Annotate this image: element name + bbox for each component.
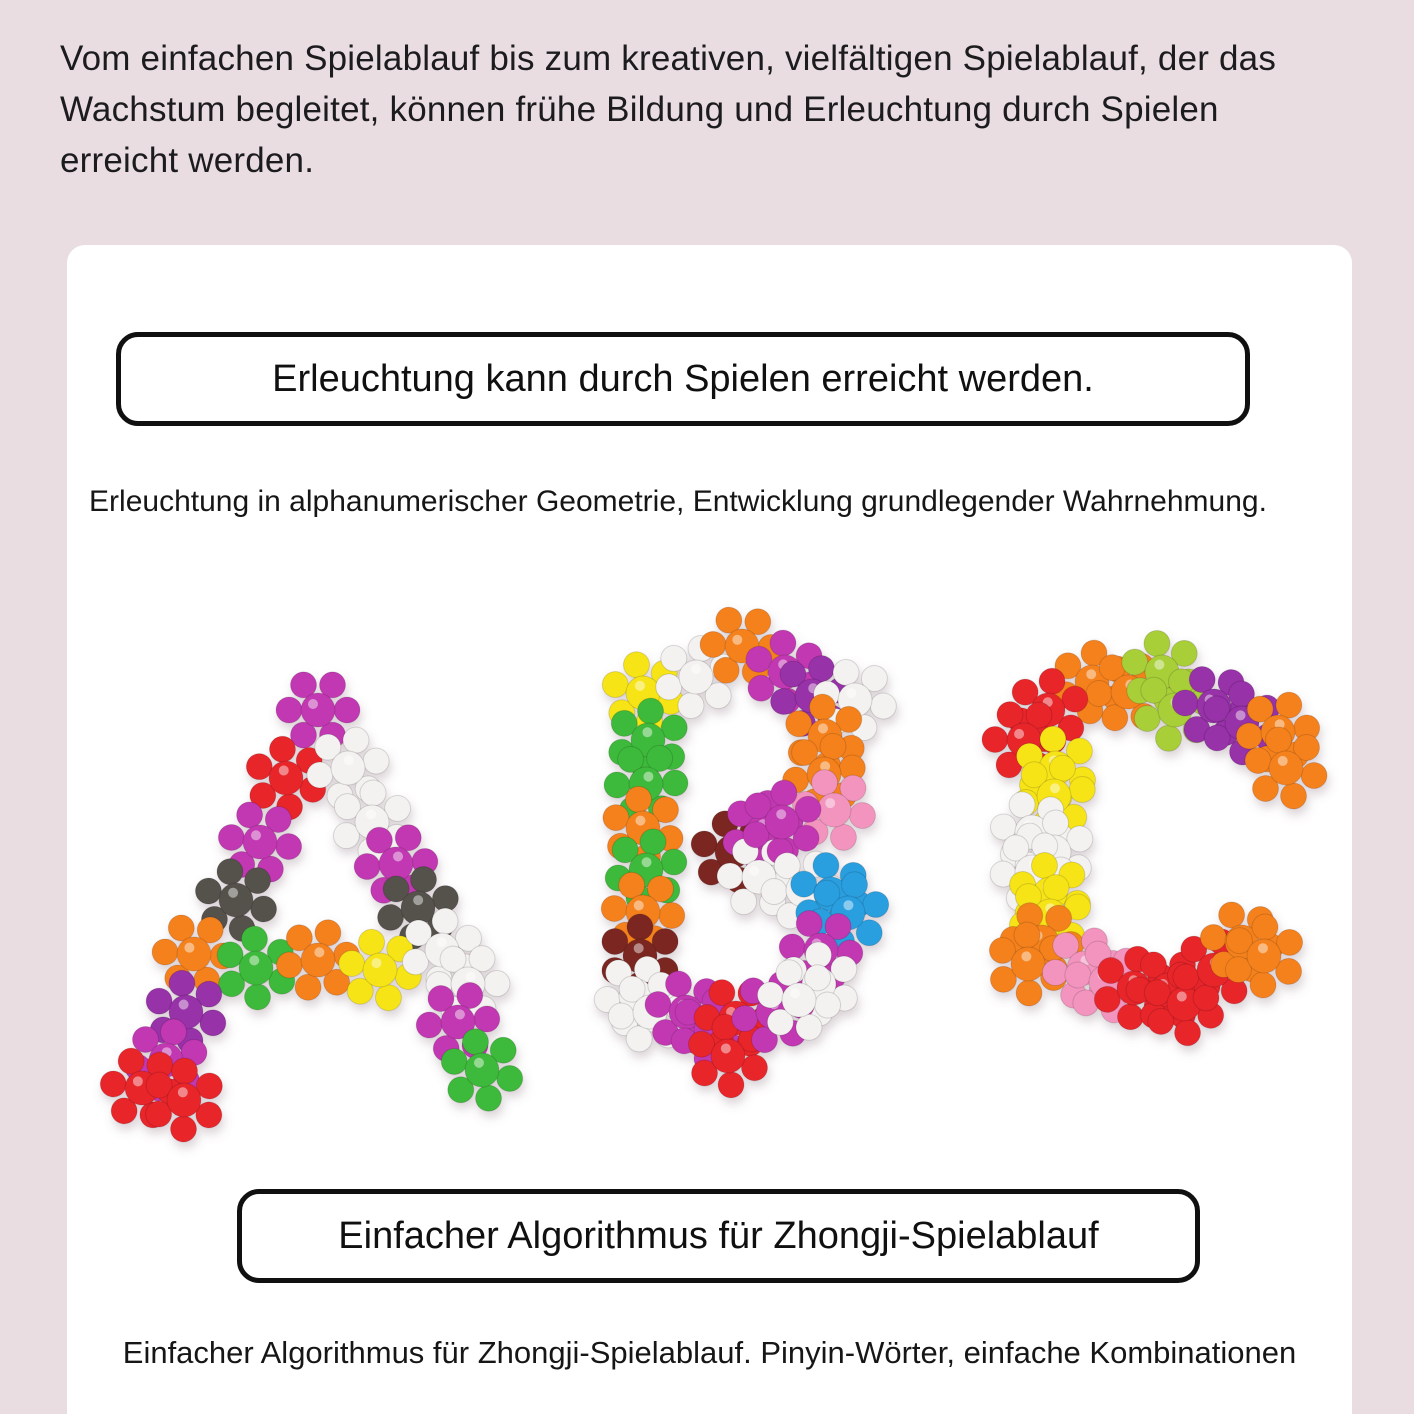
headline-algorithm: Einfacher Algorithmus für Zhongji-Spielablauf [338, 1214, 1099, 1257]
abc-blocks-illustration [90, 560, 1330, 1150]
letter-a-blocks [95, 672, 533, 1154]
caption-enlightenment: Erleuchtung in alphanumerischer Geometrie, Entwicklung grundlegender Wahrnehmung. [89, 485, 1267, 518]
content-card [67, 245, 1352, 1414]
headline-box-algorithm [237, 1189, 1200, 1283]
intro-paragraph: Vom einfachen Spielablauf bis zum kreativen, vielfältigen Spielablauf, der das Wachstum begleitet, können frühe Bildung und Erleuchtung durch Spielen erreicht werden. [60, 39, 1277, 180]
headline-enlightenment: Erleuchtung kann durch Spielen erreicht werden. [272, 357, 1094, 400]
caption-algorithm: Einfacher Algorithmus für Zhongji-Spielablauf. Pinyin-Wörter, einfache Kombinationen [122, 1335, 1297, 1370]
letter-b-blocks [580, 606, 904, 1108]
headline-box-enlightenment [116, 332, 1250, 426]
letter-c-blocks [973, 622, 1336, 1056]
